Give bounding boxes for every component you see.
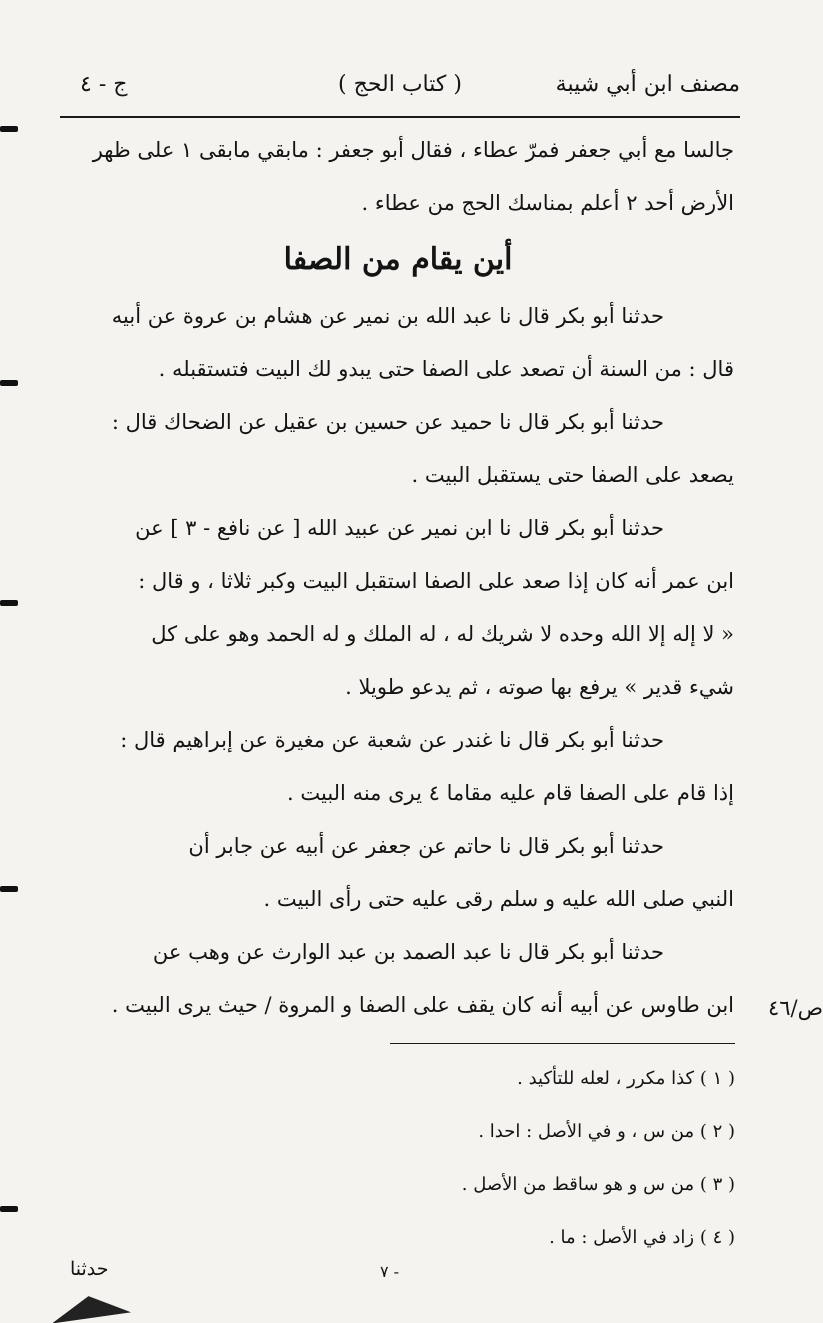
text-line: ابن طاوس عن أبيه أنه كان يقف على الصفا و المروة / حيث يرى البيت . <box>111 993 734 1017</box>
header-rule <box>60 116 740 118</box>
footnote: ( ١ ) كذا مكرر ، لعله للتأكيد . <box>517 1068 735 1089</box>
footnotes <box>390 1052 735 1264</box>
text-line: شيء قدير » يرفع بها صوته ، ثم يدعو طويلا . <box>345 675 734 699</box>
footnote: ( ٣ ) من س و هو ساقط من الأصل . <box>461 1174 735 1195</box>
text-line: الأرض أحد ٢ أعلم بمناسك الحج من عطاء . <box>361 191 734 215</box>
chapter-heading: أين يقام من الصفا <box>283 242 513 277</box>
text-line: حدثنا أبو بكر قال نا حاتم عن جعفر عن أبيه عن جابر أن <box>188 834 664 858</box>
section-title: ( كتاب الحج ) <box>338 72 462 97</box>
text-line: يصعد على الصفا حتى يستقبل البيت . <box>411 463 734 487</box>
text-line: « لا إله إلا الله وحده لا شريك له ، له الملك و له الحمد وهو على كل <box>151 622 734 646</box>
scan-mark <box>0 886 18 892</box>
text-line: حدثنا أبو بكر قال نا ابن نمير عن عبيد الله [ عن نافع - ٣ ] عن <box>135 516 664 540</box>
footnote: ( ٢ ) من س ، و في الأصل : احدا . <box>478 1121 735 1142</box>
text-line: إذا قام على الصفا قام عليه مقاما ٤ يرى منه البيت . <box>287 781 734 805</box>
page-corner-shadow <box>49 1291 131 1323</box>
text-line: حدثنا أبو بكر قال نا حميد عن حسين بن عقيل عن الضحاك قال : <box>111 410 664 434</box>
text-line: حدثنا أبو بكر قال نا عبد الله بن نمير عن هشام بن عروة عن أبيه <box>111 304 664 328</box>
text-line: النبي صلى الله عليه و سلم رقى عليه حتى رأى البيت . <box>263 887 734 911</box>
margin-page-reference: ص/٤٦ <box>767 996 823 1020</box>
main-text <box>62 124 734 1032</box>
text-line: حدثنا أبو بكر قال نا غندر عن شعبة عن مغيرة عن إبراهيم قال : <box>120 728 664 752</box>
scan-mark <box>0 600 18 606</box>
book-title: مصنف ابن أبي شيبة <box>555 72 740 97</box>
footnote: ( ٤ ) زاد في الأصل : ما . <box>549 1227 735 1248</box>
scan-mark <box>0 380 18 386</box>
text-line: قال : من السنة أن تصعد على الصفا حتى يبدو لك البيت فتستقبله . <box>158 357 734 381</box>
scan-mark <box>0 1206 18 1212</box>
running-header <box>60 66 740 110</box>
volume-number: ج - ٤ <box>80 72 128 97</box>
footnote-rule <box>390 1043 735 1044</box>
text-line: ابن عمر أنه كان إذا صعد على الصفا استقبل البيت وكبر ثلاثا ، و قال : <box>138 569 734 593</box>
text-line: جالسا مع أبي جعفر فمرّ عطاء ، فقال أبو جعفر : مابقي مابقى ١ على ظهر <box>92 138 734 162</box>
text-line: حدثنا أبو بكر قال نا عبد الصمد بن عبد الوارث عن وهب عن <box>152 940 664 964</box>
signature-mark: - ٧ <box>380 1262 400 1281</box>
catchword: حدثنا <box>70 1258 109 1280</box>
scan-mark <box>0 126 18 132</box>
